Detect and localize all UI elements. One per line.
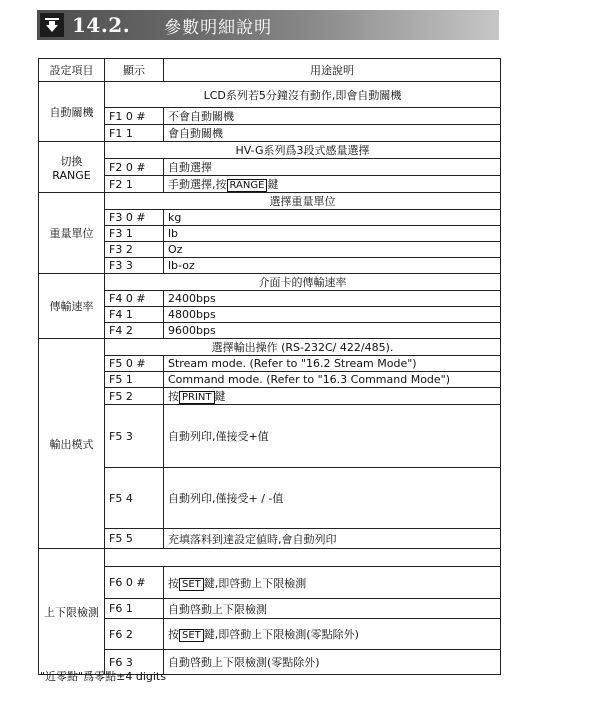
code-f4-2: F4 2 xyxy=(105,323,164,339)
desc-text: 鍵,即啓動上下限檢測 xyxy=(203,576,307,590)
code-f6-0: F6 0 # xyxy=(105,567,164,599)
desc-f4-2: 9600bps xyxy=(164,323,501,339)
desc-text: 鍵 xyxy=(214,390,226,403)
desc-f5-3: 自動列印,僅接受+值 xyxy=(164,405,501,468)
table-row xyxy=(39,242,501,258)
table-row xyxy=(39,372,501,388)
code-f5-1: F5 1 xyxy=(105,372,164,388)
desc-f3-1: lb xyxy=(164,226,501,242)
desc-f5-4: 自動列印,僅接受+ / -值 xyxy=(164,468,501,529)
column-header-setting: 設定項目 xyxy=(39,59,105,82)
desc-f6-0 xyxy=(164,567,501,599)
table-row xyxy=(39,307,501,323)
code-f6-1: F6 1 xyxy=(105,599,164,619)
code-f6-2: F6 2 xyxy=(105,619,164,650)
code-f5-2: F5 2 xyxy=(105,388,164,405)
code-f2-1: F2 1 xyxy=(105,176,164,193)
category-output: 輸出模式 xyxy=(39,339,105,549)
table-row xyxy=(39,405,501,468)
note-output: 選擇輸出操作 (RS-232C/ 422/485). xyxy=(105,339,501,356)
category-auto-off: 自動關機 xyxy=(39,82,105,142)
column-header-display: 顯示 xyxy=(105,59,164,82)
desc-f4-1: 4800bps xyxy=(164,307,501,323)
table-row xyxy=(39,567,501,599)
table-row xyxy=(39,108,501,125)
note-baud: 介面卡的傳輸速率 xyxy=(105,274,501,291)
blank-cell xyxy=(105,549,501,567)
desc-f6-1: 自動啓動上下限檢測 xyxy=(164,599,501,619)
table-row xyxy=(39,468,501,529)
set-key: SET xyxy=(179,578,204,591)
desc-text: 鍵,即啓動上下限檢測(零點除外) xyxy=(203,628,359,641)
table-row xyxy=(39,193,501,210)
desc-f5-0: Stream mode. (Refer to "16.2 Stream Mode") xyxy=(164,356,501,372)
desc-text: 按 xyxy=(168,628,179,641)
code-f5-0: F5 0 # xyxy=(105,356,164,372)
code-f1-1: F1 1 xyxy=(105,125,164,142)
table-row xyxy=(39,619,501,650)
table-row xyxy=(39,176,501,193)
code-f2-0: F2 0 # xyxy=(105,159,164,176)
set-key: SET xyxy=(179,629,204,642)
code-f3-3: F3 3 xyxy=(105,258,164,274)
table-row xyxy=(39,356,501,372)
code-f5-4: F5 4 xyxy=(105,468,164,529)
table-row xyxy=(39,599,501,619)
code-f5-3: F5 3 xyxy=(105,405,164,468)
desc-f5-5: 充填落料到達設定値時,會自動列印 xyxy=(164,529,501,549)
desc-f6-2 xyxy=(164,619,501,650)
table-row xyxy=(39,529,501,549)
table-row xyxy=(39,226,501,242)
section-number: 14.2. xyxy=(72,13,131,37)
table-row xyxy=(39,125,501,142)
table-row xyxy=(39,291,501,307)
desc-f4-0: 2400bps xyxy=(164,291,501,307)
table-row xyxy=(39,210,501,226)
desc-text: 按 xyxy=(168,576,179,590)
table-row xyxy=(39,258,501,274)
table-row xyxy=(39,323,501,339)
table-row xyxy=(39,549,501,567)
section-header xyxy=(37,10,499,40)
code-f6-3: F6 3 xyxy=(105,650,164,675)
code-f4-0: F4 0 # xyxy=(105,291,164,307)
category-range xyxy=(39,142,105,193)
desc-f3-0: kg xyxy=(164,210,501,226)
category-limits: 上下限檢測 xyxy=(39,549,105,675)
category-baud: 傳輸速率 xyxy=(39,274,105,339)
table-row xyxy=(39,339,501,356)
desc-f3-3: lb-oz xyxy=(164,258,501,274)
note-range: HV-G系列爲3段式感量選擇 xyxy=(105,142,501,159)
range-key: RANGE xyxy=(227,179,268,192)
desc-text: 鍵 xyxy=(267,178,279,191)
table-row xyxy=(39,142,501,159)
table-row xyxy=(39,159,501,176)
footnote: "近零點"爲零點±4 digits xyxy=(40,670,166,683)
desc-text: 按 xyxy=(168,390,179,403)
desc-f2-1 xyxy=(164,176,501,193)
desc-text: 手動選擇,按 xyxy=(168,178,227,191)
parameter-table xyxy=(38,58,501,675)
code-f3-2: F3 2 xyxy=(105,242,164,258)
table-header-row xyxy=(39,59,501,82)
table-row xyxy=(39,388,501,405)
desc-f5-2 xyxy=(164,388,501,405)
table-row xyxy=(39,82,501,108)
note-auto-off: LCD系列若5分鐘沒有動作,即會自動關機 xyxy=(105,82,501,108)
desc-f6-3: 自動啓動上下限檢測(零點除外) xyxy=(164,650,501,675)
table-row xyxy=(39,274,501,291)
desc-f1-1: 會自動關機 xyxy=(164,125,501,142)
code-f3-0: F3 0 # xyxy=(105,210,164,226)
code-f5-5: F5 5 xyxy=(105,529,164,549)
download-arrow-icon xyxy=(40,13,64,37)
desc-f2-0: 自動選擇 xyxy=(164,159,501,176)
desc-f1-0: 不會自動關機 xyxy=(164,108,501,125)
print-key: PRINT xyxy=(179,391,215,404)
code-f4-1: F4 1 xyxy=(105,307,164,323)
column-header-description: 用途說明 xyxy=(164,59,501,82)
code-f1-0: F1 0 # xyxy=(105,108,164,125)
note-units: 選擇重量單位 xyxy=(105,193,501,210)
section-title: 參數明細說明 xyxy=(164,17,273,38)
code-f3-1: F3 1 xyxy=(105,226,164,242)
desc-f5-1: Command mode. (Refer to "16.3 Command Mode") xyxy=(164,372,501,388)
category-units: 重量單位 xyxy=(39,193,105,274)
category-range-line1: 切換 xyxy=(60,154,83,168)
desc-f3-2: Oz xyxy=(164,242,501,258)
category-range-line2: RANGE xyxy=(52,168,91,182)
